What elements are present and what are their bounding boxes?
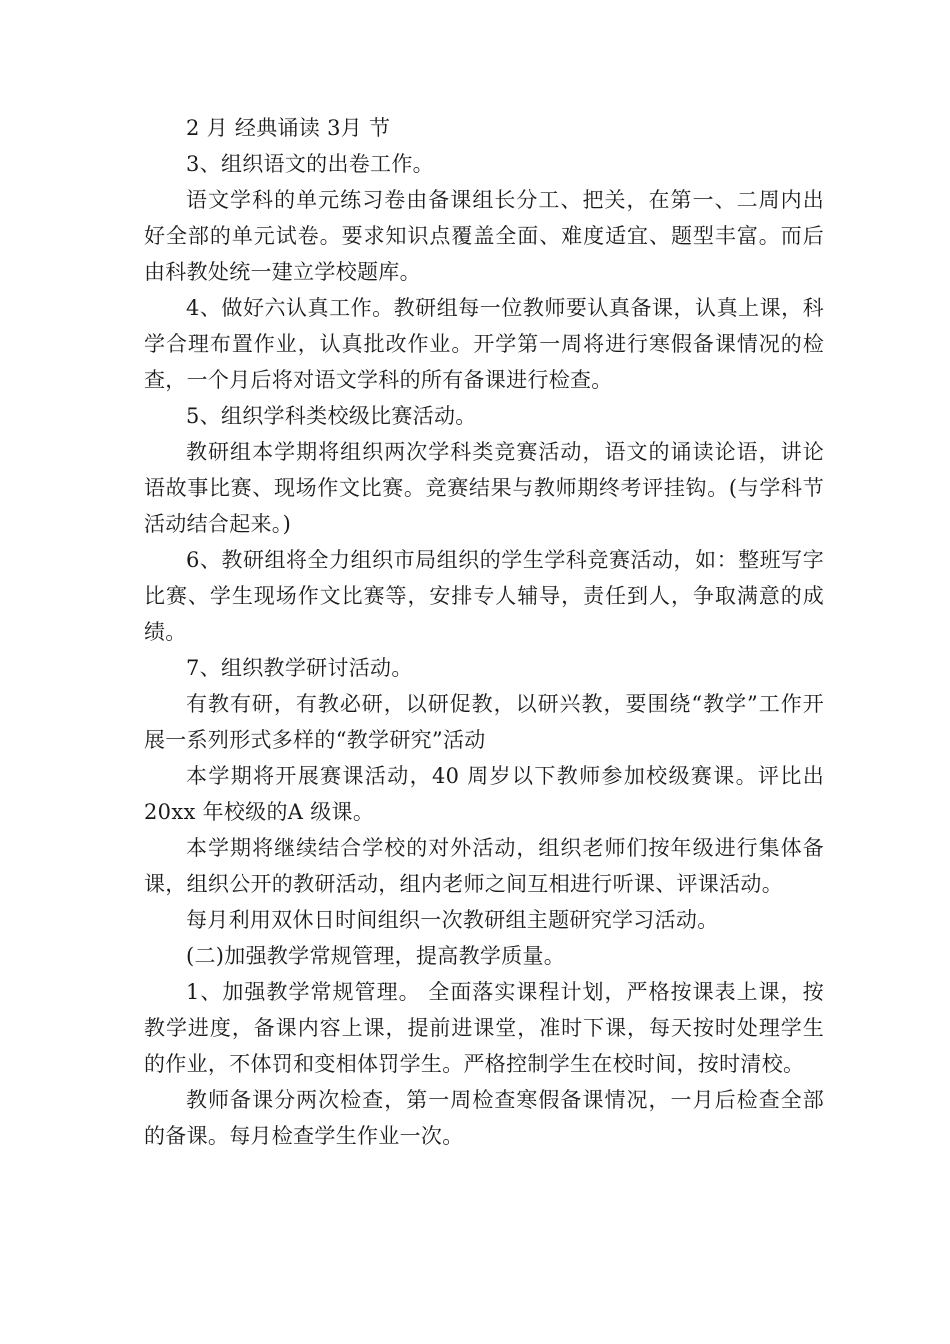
paragraph-prep-checks: 教师备课分两次检查，第一周检查寒假备课情况，一月后检查全部的备课。每月检查学生作业一次。 [144,1088,824,1148]
paragraph-monthly-study: 每月利用双休日时间组织一次教研组主题研究学习活动。 [186,908,719,932]
paragraph-item-6: 6、教研组将全力组织市局组织的学生学科竞赛活动，如：整班写字比赛、学生现场作文比赛等，安排专人辅导，责任到人，争取满意的成绩。 [144,548,824,644]
paragraph-research-activities: 有教有研，有教必研，以研促教，以研兴教，要围绕“教学”工作开展一系列形式多样的“教学研究”活动 [144,692,824,752]
paragraph-item-4: 4、做好六认真工作。教研组每一位教师要认真备课，认真上课，科学合理布置作业，认真批改作业。开学第一周将进行寒假备课情况的检查，一个月后将对语文学科的所有备课进行检查。 [144,296,824,392]
paragraph-item-5-heading: 5、组织学科类校级比赛活动。 [186,404,477,428]
paragraph-item-7-heading: 7、组织教学研讨活动。 [186,656,413,680]
paragraph-exam-papers: 语文学科的单元练习卷由备课组长分工、把关，在第一、二周内出好全部的单元试卷。要求知识点覆盖全面、难度适宜、题型丰富。而后由科教处统一建立学校题库。 [144,188,824,284]
document-body [144,110,824,1154]
paragraph-item-3-heading: 3、组织语文的出卷工作。 [186,152,434,176]
paragraph-routine-management: 1、加强教学常规管理。 全面落实课程计划，严格按课表上课，按教学进度，备课内容上课，提前进课堂，准时下课，每天按时处理学生的作业，不体罚和变相体罚学生。严格控制学生在校时间，按时清校。 [144,980,824,1076]
paragraph-lesson-contest: 本学期将开展赛课活动，40 周岁以下教师参加校级赛课。评比出20xx 年校级的A 级课。 [144,764,824,824]
paragraph-section-2-heading: (二)加强教学常规管理，提高教学质量。 [186,944,566,968]
paragraph-collective-prep: 本学期将继续结合学校的对外活动，组织老师们按年级进行集体备课，组织公开的教研活动，组内老师之间互相进行听课、评课活动。 [144,836,824,896]
paragraph-month-schedule: 2 月 经典诵读 3月 节 [186,116,391,140]
paragraph-competitions: 教研组本学期将组织两次学科类竞赛活动，语文的诵读论语，讲论语故事比赛、现场作文比赛。竞赛结果与教师期终考评挂钩。(与学科节活动结合起来。) [144,440,824,536]
